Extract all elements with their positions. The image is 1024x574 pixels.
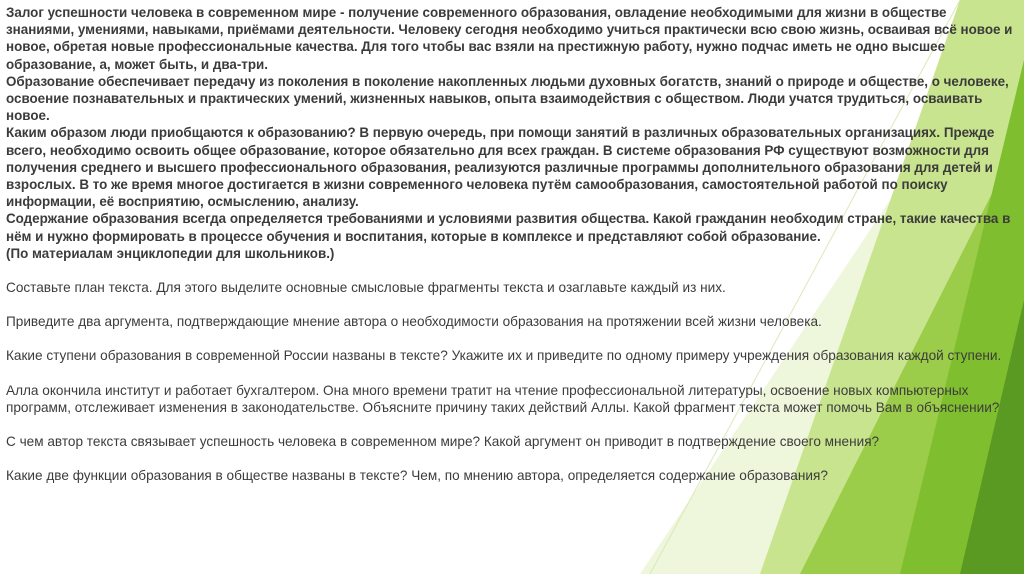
source-text (6, 4, 1016, 262)
task-item: С чем автор текста связывает успешность человека в современном мире? Какой аргумент он приводит в подтверждение своего мнения? (6, 434, 880, 450)
source-citation: (По материалам энциклопедии для школьников.) (6, 245, 335, 261)
text-paragraph: Содержание образования всегда определяется требованиями и условиями развития общества. Какой гражданин необходим стране, такие качества в нём и нужно формировать в процессе обучения и воспитания, которые в комплексе и представляют собой образование. (6, 211, 1011, 244)
document-body (6, 4, 1016, 484)
task-item: Какие ступени образования в современной России названы в тексте? Укажите их и приведите по одному примеру учреждения образования каждой ступени. (6, 348, 1002, 364)
text-paragraph: Образование обеспечивает передачу из поколения в поколение накопленных людьми духовных богатств, знаний о природе и обществе, о человеке, освоение познавательных и практических умений, жизненных навыков, опыта взаимодействия с обществом. Люди учатся трудиться, осваивать новое. (6, 73, 1009, 124)
task-item: Составьте план текста. Для этого выделите основные смысловые фрагменты текста и озаглавьте каждый из них. (6, 280, 726, 296)
text-paragraph: Залог успешности человека в современном мире - получение современного образования, овладение необходимыми для жизни в обществе знаниями, умениями, навыками, приёмами деятельности. Человеку сегодня необходимо учиться практически всю свою жизнь, осваивая всё новое и новое, обретая новые профессиональные качества. Для того чтобы вас взяли на престижную работу, нужно подчас иметь не одно высшее образование, а, может быть, и два-три. (6, 5, 1013, 72)
task-item: Приведите два аргумента, подтверждающие мнение автора о необходимости образования на протяжении всей жизни человека. (6, 314, 822, 330)
task-item: Какие две функции образования в обществе названы в тексте? Чем, по мнению автора, определяется содержание образования? (6, 468, 828, 484)
task-list (6, 279, 1016, 484)
task-item: Алла окончила институт и работает бухгалтером. Она много времени тратит на чтение профессиональной литературы, освоение новых компьютерных программ, отслеживает изменения в законодательстве. Объясните причину таких действий Аллы. Какой фрагмент текста может помочь Вам в объяснении? (6, 382, 1000, 415)
text-paragraph: Каким образом люди приобщаются к образованию? В первую очередь, при помощи занятий в различных образовательных организациях. Прежде всего, необходимо освоить общее образование, которое обязательно для всех граждан. В системе образования РФ существуют возможности для получения среднего и высшего профессионального образования, реализуются различные программы дополнительного образования для детей и взрослых. В то же время многое достигается в жизни современного человека путём самообразования, самостоятельной работой по поиску информации, её восприятию, осмыслению, анализу. (6, 125, 995, 210)
